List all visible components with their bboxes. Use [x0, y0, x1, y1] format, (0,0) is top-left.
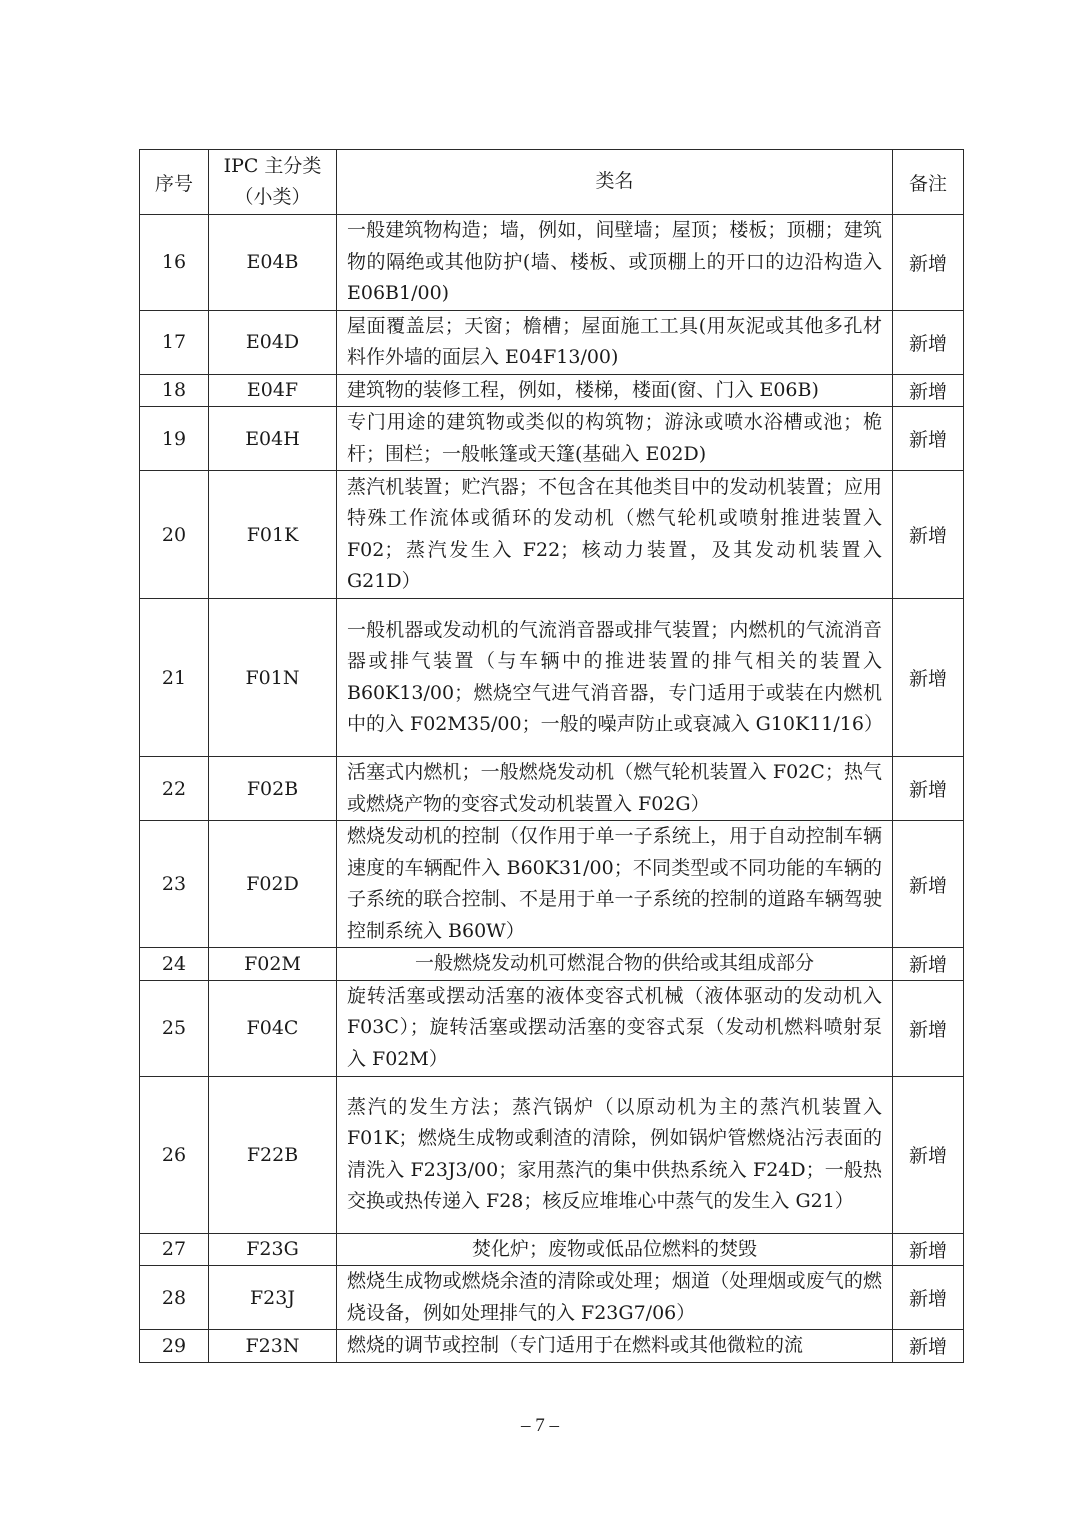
table-row	[140, 757, 964, 821]
row-note: 新增	[893, 1233, 964, 1266]
row-code: E04F	[209, 374, 337, 407]
table-row	[140, 948, 964, 981]
table-row	[140, 980, 964, 1076]
row-note: 新增	[893, 471, 964, 599]
row-note: 新增	[893, 980, 964, 1076]
row-num: 21	[140, 599, 209, 757]
row-code: E04D	[209, 310, 337, 374]
row-num: 23	[140, 821, 209, 948]
table-row	[140, 310, 964, 374]
row-code: F02D	[209, 821, 337, 948]
row-num: 24	[140, 948, 209, 981]
row-name: 旋转活塞或摆动活塞的液体变容式机械（液体驱动的发动机入 F03C）；旋转活塞或摆动活塞的变容式泵（发动机燃料喷射泵入 F02M）	[337, 980, 893, 1076]
row-num: 20	[140, 471, 209, 599]
row-num: 18	[140, 374, 209, 407]
row-note: 新增	[893, 821, 964, 948]
row-num: 16	[140, 215, 209, 311]
row-code: F01N	[209, 599, 337, 757]
row-num: 17	[140, 310, 209, 374]
row-num: 25	[140, 980, 209, 1076]
row-name: 一般建筑物构造；墙，例如，间壁墙；屋顶；楼板；顶棚；建筑物的隔绝或其他防护(墙、楼板、或顶棚上的开口的边沿构造入 E06B1/00)	[337, 215, 893, 311]
table-header-row	[140, 150, 964, 215]
row-name: 活塞式内燃机；一般燃烧发动机（燃气轮机装置入 F02C；热气或燃烧产物的变容式发动机装置入 F02G）	[337, 757, 893, 821]
table-row	[140, 821, 964, 948]
row-code: F22B	[209, 1076, 337, 1233]
row-code: F04C	[209, 980, 337, 1076]
row-code: E04H	[209, 407, 337, 471]
row-code: F23J	[209, 1266, 337, 1330]
ipc-table	[139, 149, 964, 1363]
row-name: 蒸汽机装置；贮汽器；不包含在其他类目中的发动机装置；应用特殊工作流体或循环的发动机（燃气轮机或喷射推进装置入 F02；蒸汽发生入 F22；核动力装置，及其发动机装置入 G21D）	[337, 471, 893, 599]
header-code-line2: （小类）	[234, 186, 311, 208]
row-note: 新增	[893, 215, 964, 311]
header-code	[209, 150, 337, 215]
table-row	[140, 599, 964, 757]
table-row	[140, 1076, 964, 1233]
row-note: 新增	[893, 757, 964, 821]
row-num: 19	[140, 407, 209, 471]
row-code: F23G	[209, 1233, 337, 1266]
row-name: 燃烧生成物或燃烧余渣的清除或处理；烟道（处理烟或废气的燃烧设备，例如处理排气的入 F23G7/06）	[337, 1266, 893, 1330]
table-row	[140, 407, 964, 471]
row-num: 26	[140, 1076, 209, 1233]
row-note: 新增	[893, 1330, 964, 1363]
row-code: F01K	[209, 471, 337, 599]
row-code: E04B	[209, 215, 337, 311]
header-num: 序号	[140, 150, 209, 215]
row-code: F23N	[209, 1330, 337, 1363]
table-row	[140, 374, 964, 407]
row-num: 27	[140, 1233, 209, 1266]
row-note: 新增	[893, 1076, 964, 1233]
row-name: 建筑物的装修工程，例如，楼梯，楼面(窗、门入 E06B)	[337, 374, 893, 407]
row-name: 蒸汽的发生方法；蒸汽锅炉（以原动机为主的蒸汽机装置入 F01K；燃烧生成物或剩渣的清除，例如锅炉管燃烧沾污表面的清洗入 F23J3/00；家用蒸汽的集中供热系统入 F24D；一般热交换或热传递入 F28；核反应堆堆心中蒸气的发生入 G21）	[337, 1076, 893, 1233]
table-row	[140, 1266, 964, 1330]
row-name: 一般燃烧发动机可燃混合物的供给或其组成部分	[337, 948, 893, 981]
header-name: 类名	[337, 150, 893, 215]
row-num: 28	[140, 1266, 209, 1330]
row-note: 新增	[893, 310, 964, 374]
page-number: – 7 –	[521, 1415, 559, 1436]
row-code: F02M	[209, 948, 337, 981]
row-code: F02B	[209, 757, 337, 821]
header-code-line1: IPC 主分类	[223, 155, 322, 177]
row-name: 专门用途的建筑物或类似的构筑物；游泳或喷水浴槽或池；桅杆；围栏；一般帐篷或天篷(基础入 E02D)	[337, 407, 893, 471]
row-note: 新增	[893, 374, 964, 407]
row-note: 新增	[893, 1266, 964, 1330]
row-name: 燃烧发动机的控制（仅作用于单一子系统上，用于自动控制车辆速度的车辆配件入 B60K31/00；不同类型或不同功能的车辆的子系统的联合控制、不是用于单一子系统的控制的道路车辆驾驶控制系统入 B60W）	[337, 821, 893, 948]
row-name: 燃烧的调节或控制（专门适用于在燃料或其他微粒的流	[337, 1330, 893, 1363]
row-num: 22	[140, 757, 209, 821]
row-note: 新增	[893, 599, 964, 757]
row-note: 新增	[893, 948, 964, 981]
table-row	[140, 1330, 964, 1363]
row-note: 新增	[893, 407, 964, 471]
row-name: 一般机器或发动机的气流消音器或排气装置；内燃机的气流消音器或排气装置（与车辆中的推进装置的排气相关的装置入 B60K13/00；燃烧空气进气消音器，专门适用于或装在内燃机中的入 F02M35/00；一般的噪声防止或衰减入 G10K11/16）	[337, 599, 893, 757]
header-note: 备注	[893, 150, 964, 215]
row-name: 屋面覆盖层；天窗；檐槽；屋面施工工具(用灰泥或其他多孔材料作外墙的面层入 E04F13/00)	[337, 310, 893, 374]
row-name: 焚化炉；废物或低品位燃料的焚毁	[337, 1233, 893, 1266]
row-num: 29	[140, 1330, 209, 1363]
table-row	[140, 215, 964, 311]
table-row	[140, 1233, 964, 1266]
table-row	[140, 471, 964, 599]
